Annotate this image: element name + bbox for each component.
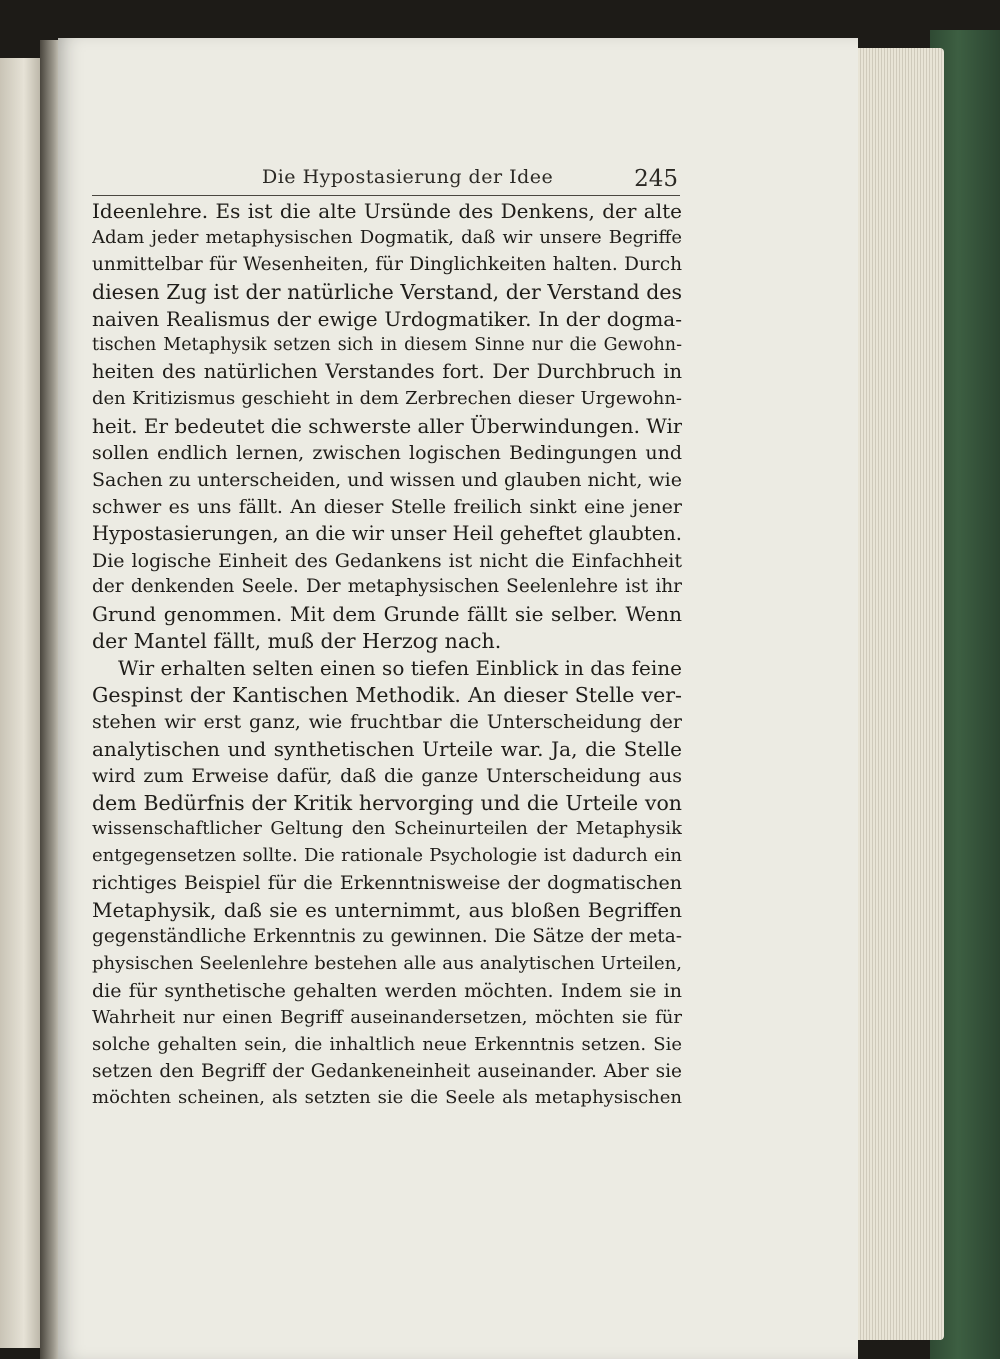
text-line: schwer es uns fällt. An dieser Stelle freilich sinkt eine jener	[92, 495, 682, 518]
text-line: naiven Realismus der ewige Urdogmatiker. In der dogma-	[92, 306, 682, 331]
text-line: möchten scheinen, als setzten sie die Seele als metaphysischen	[92, 1087, 682, 1109]
previous-page-edge	[0, 58, 40, 1348]
running-title: Die Hypostasierung der Idee	[262, 166, 554, 188]
text-line: setzen den Begriff der Gedankeneinheit auseinander. Aber sie	[92, 1060, 682, 1082]
text-line: Die logische Einheit des Gedankens ist nicht die Einfachheit	[92, 549, 682, 572]
text-line: Metaphysik, daß sie es unternimmt, aus bloßen Begriffen	[92, 898, 682, 923]
page-number: 245	[634, 166, 678, 192]
text-line: wissenschaftlicher Geltung den Scheinurteilen der Metaphysik	[92, 818, 682, 840]
body-text	[92, 198, 682, 1112]
text-line: Gespinst der Kantischen Methodik. An dieser Stelle ver-	[92, 683, 682, 708]
header-rule	[92, 195, 680, 196]
text-line: Wir erhalten selten einen so tiefen Einblick in das feine	[118, 656, 682, 681]
text-line: Adam jeder metaphysischen Dogmatik, daß wir unsere Begriffe	[92, 226, 682, 248]
text-line: heit. Er bedeutet die schwerste aller Überwindungen. Wir	[92, 414, 682, 439]
text-line: sollen endlich lernen, zwischen logischen Bedingungen und	[92, 442, 682, 465]
text-line: Ideenlehre. Es ist die alte Ursünde des Denkens, der alte	[92, 199, 682, 223]
text-line: Hypostasierungen, an die wir unser Heil geheftet glaubten.	[92, 521, 682, 545]
paragraph-1	[92, 198, 682, 655]
text-line: den Kritizismus geschieht in dem Zerbrechen dieser Urgewohn-	[92, 388, 682, 410]
text-line: entgegensetzen sollte. Die rationale Psychologie ist dadurch ein	[92, 845, 682, 867]
text-line: heiten des natürlichen Verstandes fort. Der Durchbruch in	[92, 360, 682, 384]
text-line: Wahrheit nur einen Begriff auseinandersetzen, möchten sie für	[92, 1006, 682, 1028]
text-line: analytischen und synthetischen Urteile war. Ja, die Stelle	[92, 736, 682, 761]
text-line: die für synthetische gehalten werden möchten. Indem sie in	[92, 979, 682, 1002]
text-line: dem Bedürfnis der Kritik hervorging und die Urteile von	[92, 790, 682, 815]
paragraph-2	[92, 655, 682, 1112]
text-line: unmittelbar für Wesenheiten, für Dinglichkeiten halten. Durch	[92, 253, 682, 275]
text-line: gegenständliche Erkenntnis zu gewinnen. Die Sätze der meta-	[92, 926, 682, 948]
page-edges	[852, 48, 944, 1340]
text-line: wird zum Erweise dafür, daß die ganze Unterscheidung aus	[92, 764, 682, 787]
text-line: der denkenden Seele. Der metaphysischen Seelenlehre ist ihr	[92, 576, 682, 598]
text-line: solche gehalten sein, die inhaltlich neue Erkenntnis setzen. Sie	[92, 1033, 682, 1055]
text-line: richtiges Beispiel für die Erkenntnisweise der dogmatischen	[92, 872, 682, 895]
text-line: Grund genommen. Mit dem Grunde fällt sie selber. Wenn	[92, 602, 682, 627]
text-line: stehen wir erst ganz, wie fruchtbar die Unterscheidung der	[92, 710, 682, 733]
page-header	[200, 162, 680, 198]
text-line: tischen Metaphysik setzen sich in diesem Sinne nur die Gewohn-	[92, 335, 682, 356]
text-line: diesen Zug ist der natürliche Verstand, der Verstand des	[92, 279, 682, 304]
text-line: physischen Seelenlehre bestehen alle aus analytischen Urteilen,	[92, 952, 682, 974]
text-line: Sachen zu unterscheiden, und wissen und glauben nicht, wie	[92, 468, 682, 491]
text-line: der Mantel fällt, muß der Herzog nach.	[92, 629, 502, 654]
